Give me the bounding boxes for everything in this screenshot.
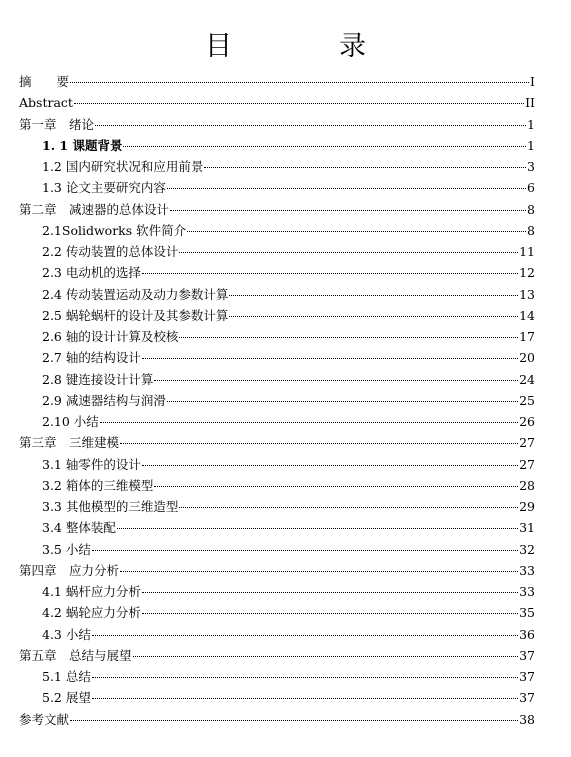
toc-leader-dots [187, 217, 526, 232]
toc-entry-label: 5.2 展望 [42, 690, 91, 706]
toc-leader-dots [123, 132, 526, 147]
toc-entry-label: 3.3 其他模型的三维造型 [42, 499, 179, 514]
toc-entry-label: 1.3 论文主要研究内容 [42, 180, 166, 196]
toc-leader-dots [74, 89, 524, 104]
toc-page-number: 37 [519, 690, 535, 706]
toc-leader-dots [142, 344, 518, 359]
toc-page-number: 8 [527, 222, 535, 238]
toc-entry-label: 2.7 轴的结构设计 [42, 350, 141, 366]
toc-page-number: 29 [519, 499, 535, 514]
toc-leader-dots [120, 557, 518, 572]
toc-leader-dots [154, 472, 518, 487]
toc-leader-dots [167, 174, 526, 189]
toc-entry-label: 3.1 轴零件的设计 [42, 456, 141, 472]
toc-page-number: 12 [519, 265, 535, 281]
toc-entry-label: 3.4 整体装配 [42, 520, 116, 536]
toc-page-number: 8 [527, 201, 535, 217]
toc-leader-dots [179, 323, 518, 338]
toc-entry-label: 1. 1 课题背景 [42, 137, 123, 153]
toc-page-number: 31 [519, 520, 535, 536]
toc-entry-label: 2.3 电动机的选择 [42, 265, 141, 281]
toc-page-number: 35 [519, 605, 535, 621]
toc-page-number: I [530, 74, 535, 89]
toc-entry-label: 第三章 三维建模 [19, 435, 120, 451]
toc-entry-label: 2.10 小结 [42, 414, 99, 429]
toc-leader-dots [179, 238, 518, 253]
toc-entry-label: 参考文献 [19, 711, 70, 727]
toc-entry-label: 3.5 小结 [42, 541, 91, 557]
toc-leader-dots [92, 684, 518, 699]
toc-leader-dots [229, 302, 518, 317]
toc-entry-label: 2.6 轴的设计计算及校核 [42, 329, 179, 344]
toc-entry-label: 3.2 箱体的三维模型 [42, 477, 154, 493]
toc-leader-dots [120, 429, 518, 444]
toc-entry-label: 摘 要 [19, 74, 70, 89]
toc-page-number: 11 [519, 244, 535, 259]
toc-leader-dots [170, 196, 526, 211]
table-of-contents [19, 71, 535, 730]
toc-leader-dots [70, 68, 529, 83]
toc-entry-label: 4.1 蜗杆应力分析 [42, 584, 141, 599]
toc-leader-dots [92, 663, 518, 678]
toc-page-number: 32 [519, 541, 535, 557]
toc-page-number: 27 [519, 435, 535, 451]
toc-page-number: 33 [519, 584, 535, 599]
toc-page-number: 25 [519, 392, 535, 408]
toc-entry-label: 2.5 蜗轮蜗杆的设计及其参数计算 [42, 307, 229, 323]
toc-entry-label: Abstract [19, 95, 73, 111]
toc-page-number: 33 [519, 562, 535, 578]
toc-leader-dots [142, 578, 518, 593]
toc-page-number: 6 [527, 180, 535, 196]
toc-leader-dots [142, 599, 518, 614]
toc-page-number: 28 [519, 477, 535, 493]
toc-page-number: 17 [519, 329, 535, 344]
toc-page-number: 26 [519, 414, 535, 429]
toc-entry-label: 2.9 减速器结构与润滑 [42, 392, 166, 408]
toc-entry-label: 第五章 总结与展望 [19, 647, 132, 663]
toc-page-number: 24 [519, 371, 535, 387]
toc-entry-label: 1.2 国内研究状况和应用前景 [42, 159, 204, 174]
toc-page-number: 13 [519, 286, 535, 302]
toc-entry-label: 4.3 小结 [42, 626, 91, 642]
toc-page-number: 1 [527, 116, 535, 132]
toc-entry-label: 5.1 总结 [42, 669, 91, 684]
toc-leader-dots [92, 536, 518, 551]
page-title: 目 录 [205, 31, 406, 62]
toc-entry-label: 2.2 传动装置的总体设计 [42, 244, 179, 259]
toc-page-number: 3 [527, 159, 535, 174]
toc-leader-dots [229, 281, 518, 296]
toc-page-number: 27 [519, 456, 535, 472]
toc-leader-dots [95, 111, 526, 126]
toc-leader-dots [167, 387, 518, 402]
toc-leader-dots [70, 706, 518, 721]
toc-page-number: 37 [519, 669, 535, 684]
toc-leader-dots [100, 408, 518, 423]
toc-page-number: 37 [519, 647, 535, 663]
toc-entry-label: 4.2 蜗轮应力分析 [42, 605, 141, 621]
toc-page-number: II [525, 95, 535, 111]
toc-leader-dots [117, 514, 518, 529]
toc-page-number: 14 [519, 307, 535, 323]
toc-entry-label: 2.4 传动装置运动及动力参数计算 [42, 286, 229, 302]
toc-leader-dots [133, 642, 519, 657]
toc-leader-dots [204, 153, 526, 168]
toc-page-number: 38 [519, 711, 535, 727]
toc-leader-dots [179, 493, 518, 508]
toc-entry-label: 第二章 减速器的总体设计 [19, 201, 170, 217]
toc-chapter-entry[interactable] [19, 709, 535, 730]
toc-leader-dots [154, 366, 518, 381]
toc-page-number: 20 [519, 350, 535, 366]
toc-page-number: 36 [519, 626, 535, 642]
toc-entry-label: 2.8 键连接设计计算 [42, 371, 154, 387]
toc-leader-dots [142, 451, 518, 466]
toc-entry-label: 2.1Solidworks 软件简介 [42, 222, 187, 238]
toc-leader-dots [142, 259, 518, 274]
toc-leader-dots [92, 621, 518, 636]
toc-entry-label: 第四章 应力分析 [19, 562, 120, 578]
toc-entry-label: 第一章 绪论 [19, 116, 95, 132]
toc-page-number: 1 [527, 137, 535, 153]
